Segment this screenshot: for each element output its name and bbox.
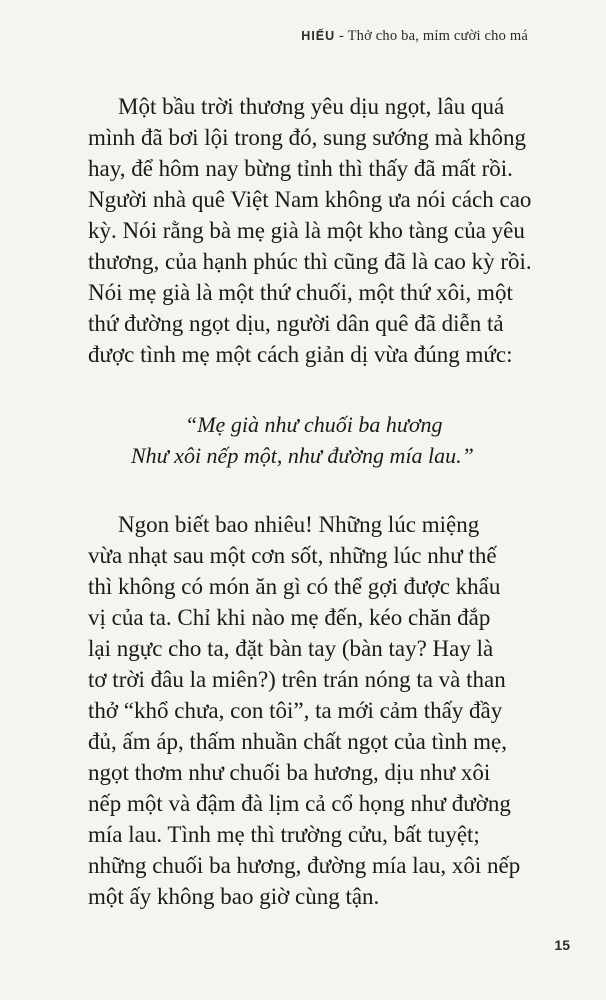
paragraph-line: được tình mẹ một cách giản dị vừa đúng mức: [88,342,513,367]
paragraph-line: ngọt thơm như chuối ba hương, dịu như xôi [88,760,491,785]
header-book-title: Thở cho ba, mỉm cười cho má [347,28,528,44]
paragraph-line: Một bầu trời thương yêu dịu ngọt, lâu quá [118,94,505,119]
paragraph-line: mình đã bơi lội trong đó, sung sướng mà không [88,125,526,150]
paragraph-line: Người nhà quê Việt Nam không ưa nói cách cao [88,187,532,212]
paragraph-line: đủ, ấm áp, thấm nhuần chất ngọt của tình mẹ, [88,729,507,754]
paragraph-line: thở “khổ chưa, con tôi”, ta mới cảm thấy đầy [88,698,503,723]
page-number: 15 [554,937,570,953]
paragraph-line: vừa nhạt sau một cơn sốt, những lúc như thế [88,543,497,568]
paragraph-line: Nói mẹ già là một thứ chuối, một thứ xôi, một [88,280,513,305]
paragraph-line: tơ trời đâu la miên?) trên trán nóng ta và than [88,667,506,692]
verse-line-1: “Mẹ già như chuối ba hương [185,412,443,437]
paragraph-line: Ngon biết bao nhiêu! Những lúc miệng [118,512,480,537]
header-separator: - [335,28,348,44]
paragraph-line: vị của ta. Chỉ khi nào mẹ đến, kéo chăn đắp [88,605,491,630]
running-header [301,28,528,45]
paragraph-line: thương, của hạnh phúc thì cũng đã là cao kỳ rồi. [88,249,532,274]
paragraph-2 [88,509,528,912]
paragraph-line: kỳ. Nói rằng bà mẹ già là một kho tàng của yêu [88,218,525,243]
verse-line-2: Như xôi nếp một, như đường mía lau.” [131,443,474,468]
paragraph-line: thứ đường ngọt dịu, người dân quê đã diễn tả [88,311,504,336]
paragraph-1 [88,91,532,370]
paragraph-line: lại ngực cho ta, đặt bàn tay (bàn tay? Hay là [88,636,494,661]
paragraph-line: hay, để hôm nay bừng tỉnh thì thấy đã mất rồi. [88,156,513,181]
paragraph-line: nếp một và đậm đà lịm cả cổ họng như đường [88,791,511,816]
header-author: HIẾU [301,29,336,43]
paragraph-line: mía lau. Tình mẹ thì trường cửu, bất tuyệt; [88,822,480,847]
paragraph-line: thì không có món ăn gì có thể gợi được khẩu [88,574,501,599]
paragraph-line: một ấy không bao giờ cùng tận. [88,884,380,909]
paragraph-line: những chuối ba hương, đường mía lau, xôi nếp [88,853,521,878]
